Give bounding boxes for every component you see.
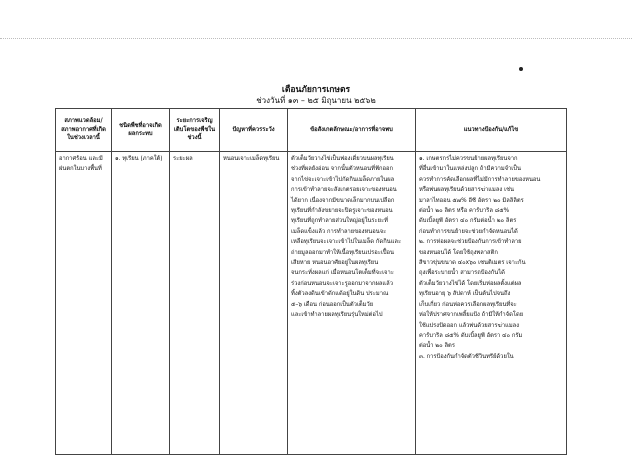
symptom-line: จากไข่จะเจาะเข้าไปกัดกินเมล็ดภายในผล	[291, 176, 395, 183]
cell-stage: ระยะผล	[170, 152, 220, 455]
solution-line: ต่อน้ำ ๒๐ ลิตร	[419, 343, 455, 350]
solution-line: หรือพ่นผลทุเรียนด้วยสารฆ่าแมลง เช่น	[419, 187, 514, 194]
column-header-conditions: สภาพแวดล้อม/สภาพอากาศที่เกิดในช่วงเวลานี้	[56, 109, 112, 152]
solution-line: ถุงเพื่อระบายน้ำ สามารถป้องกันได้	[419, 270, 505, 277]
cell-solutions	[416, 152, 567, 455]
solution-line: ๒. การห่อผลจะช่วยป้องกันการเข้าทำลาย	[419, 239, 522, 246]
symptom-line: เหลือทุเรียนจะเจาะเข้าไปในเมล็ด กัดกินและ	[291, 239, 402, 246]
cell-symptoms	[288, 152, 416, 455]
solution-line: ควรทำการคัดเลือกผลที่ไม่มีการทำลายของหนอน	[419, 176, 541, 183]
symptom-line: เมล็ดแข็งแล้ว การทำลายของหนอนจะ	[291, 228, 387, 235]
solution-line: ตัวเต็มวัยวางไข่ได้ โดยเริ่มห่อผลตั้งแต่ผล	[419, 280, 522, 287]
symptom-line: เสียหาย หนอนอาศัยอยู่ในผลทุเรียน	[291, 260, 379, 267]
scan-edge-dotted-line	[0, 38, 632, 39]
symptom-line: ถ่ายมูลออกมาทำให้เนื้อทุเรียนเปรอะเปื้อน	[291, 249, 394, 256]
symptom-line: ๕–๖ เดือน ก่อนออกเป็นตัวเต็มวัย	[291, 301, 374, 308]
symptom-line: ทิ้งตัวลงดินเข้าดักแด้อยู่ในดิน ประมาณ	[291, 291, 389, 298]
symptom-line: ช่วงที่ผลยังอ่อน จากนั้นตัวหนอนที่ฟักออก	[291, 166, 394, 173]
symptom-line: จนกระทั่งผลแก่ เมื่อหนอนโตเต็มที่จะเจาะ	[291, 270, 394, 277]
solution-line: ๓. การป้องกันกำจัดตัวชีวินทรีย์ด้วยใน	[419, 353, 514, 360]
table-header-row	[56, 109, 567, 152]
column-header-crop: ชนิดพืชที่อาจเกิดผลกระทบ	[112, 109, 170, 152]
column-header-symptoms: ข้อสังเกตลักษณะ/อาการที่อาจพบ	[288, 109, 416, 152]
solution-line: ๑. เกษตรกรไม่ควรขนย้ายผลทุเรียนจาก	[419, 156, 518, 162]
solution-line: คาร์บาริล ๘๕% ดับเบิ้ลยูพี อัตรา ๔๐ กรัม	[419, 332, 523, 339]
symptom-line: ทุเรียนที่กำลังขยายจะปิดรูเจาะของหนอน	[291, 208, 393, 215]
symptom-line: การเข้าทำลายจะสังเกตรอยเจาะของหนอน	[291, 187, 397, 194]
solution-line: ใช้แปรงปัดออก แล้วพ่นด้วยสารฆ่าแมลง	[419, 322, 520, 329]
page-title: เตือนภัยการเกษตร	[281, 85, 351, 95]
column-header-problem: ปัญหาที่ควรระวัง	[220, 109, 288, 152]
symptom-line: ทุเรียนที่ถูกทำลายส่วนใหญ่อยู่ในระยะที่	[291, 218, 388, 225]
solution-line: ดับเบิ้ลยูพี อัตรา ๔๐ กรัมต่อน้ำ ๒๐ ลิตร	[419, 218, 517, 225]
symptom-line: ได้ยาก เนื่องจากมีขนาดเล็กมากบนเปลือก	[291, 197, 395, 204]
solution-line: ของหนอนได้ โดยใช้ถุงพลาสติก	[419, 249, 498, 256]
solution-line: มาลาไทออน ๕๗% อีซี อัตรา ๒๐ มิลลิลิตร	[419, 197, 524, 204]
solution-line: ทุเรียนอายุ ๖ สัปดาห์ เป็นต้นไปจนถึง	[419, 291, 511, 298]
column-header-solutions: แนวทางป้องกัน/แก้ไข	[416, 109, 567, 152]
table-row	[56, 152, 567, 455]
scan-mark	[519, 67, 523, 71]
cell-problem: หนอนเจาะเมล็ดทุเรียน	[220, 152, 288, 455]
solution-line: สีขาวขุ่นขนาด ๔๐x๖๐ เซนติเมตร เจาะก้น	[419, 260, 526, 267]
symptom-line: ตัวเต็มวัยวางไข่เป็นฟองเดี่ยวบนผลทุเรียน	[291, 156, 394, 162]
solution-line: ที่อื่นเข้ามาในแหล่งปลูก ถ้ามีความจำเป็น	[419, 166, 521, 173]
cell-crop: ๑. ทุเรียน (ภาคใต้)	[112, 152, 170, 455]
symptom-line: ร่วงก่อนหนอนจะเจาะรูออกมาจากผลแล้ว	[291, 280, 393, 287]
solution-line: ต่อน้ำ ๒๐ ลิตร หรือ คาร์บาริล ๘๕%	[419, 208, 510, 215]
column-header-stage: ระยะการเจริญเติบโตของพืชในช่วงนี้	[170, 109, 220, 152]
symptom-line: และเข้าทำลายผลทุเรียนรุ่นใหม่ต่อไป	[291, 312, 383, 319]
solution-line: เก็บเกี่ยว ก่อนห่อควรเลือกผลทุเรียนที่จะ	[419, 301, 517, 308]
solution-line: ก่อนทำการขนย้ายจะช่วยกำจัดหนอนได้	[419, 228, 518, 235]
warning-table	[55, 108, 567, 455]
page-subtitle: ช่วงวันที่ ๑๓ – ๒๕ มิถุนายน ๒๕๖๒	[256, 96, 376, 105]
cell-conditions: อากาศร้อน และมีฝนตกในบางพื้นที่	[56, 152, 112, 455]
solution-line: ห่อให้ปราศจากเพลี้ยแป้ง ถ้ามีให้กำจัดโดย	[419, 312, 524, 319]
